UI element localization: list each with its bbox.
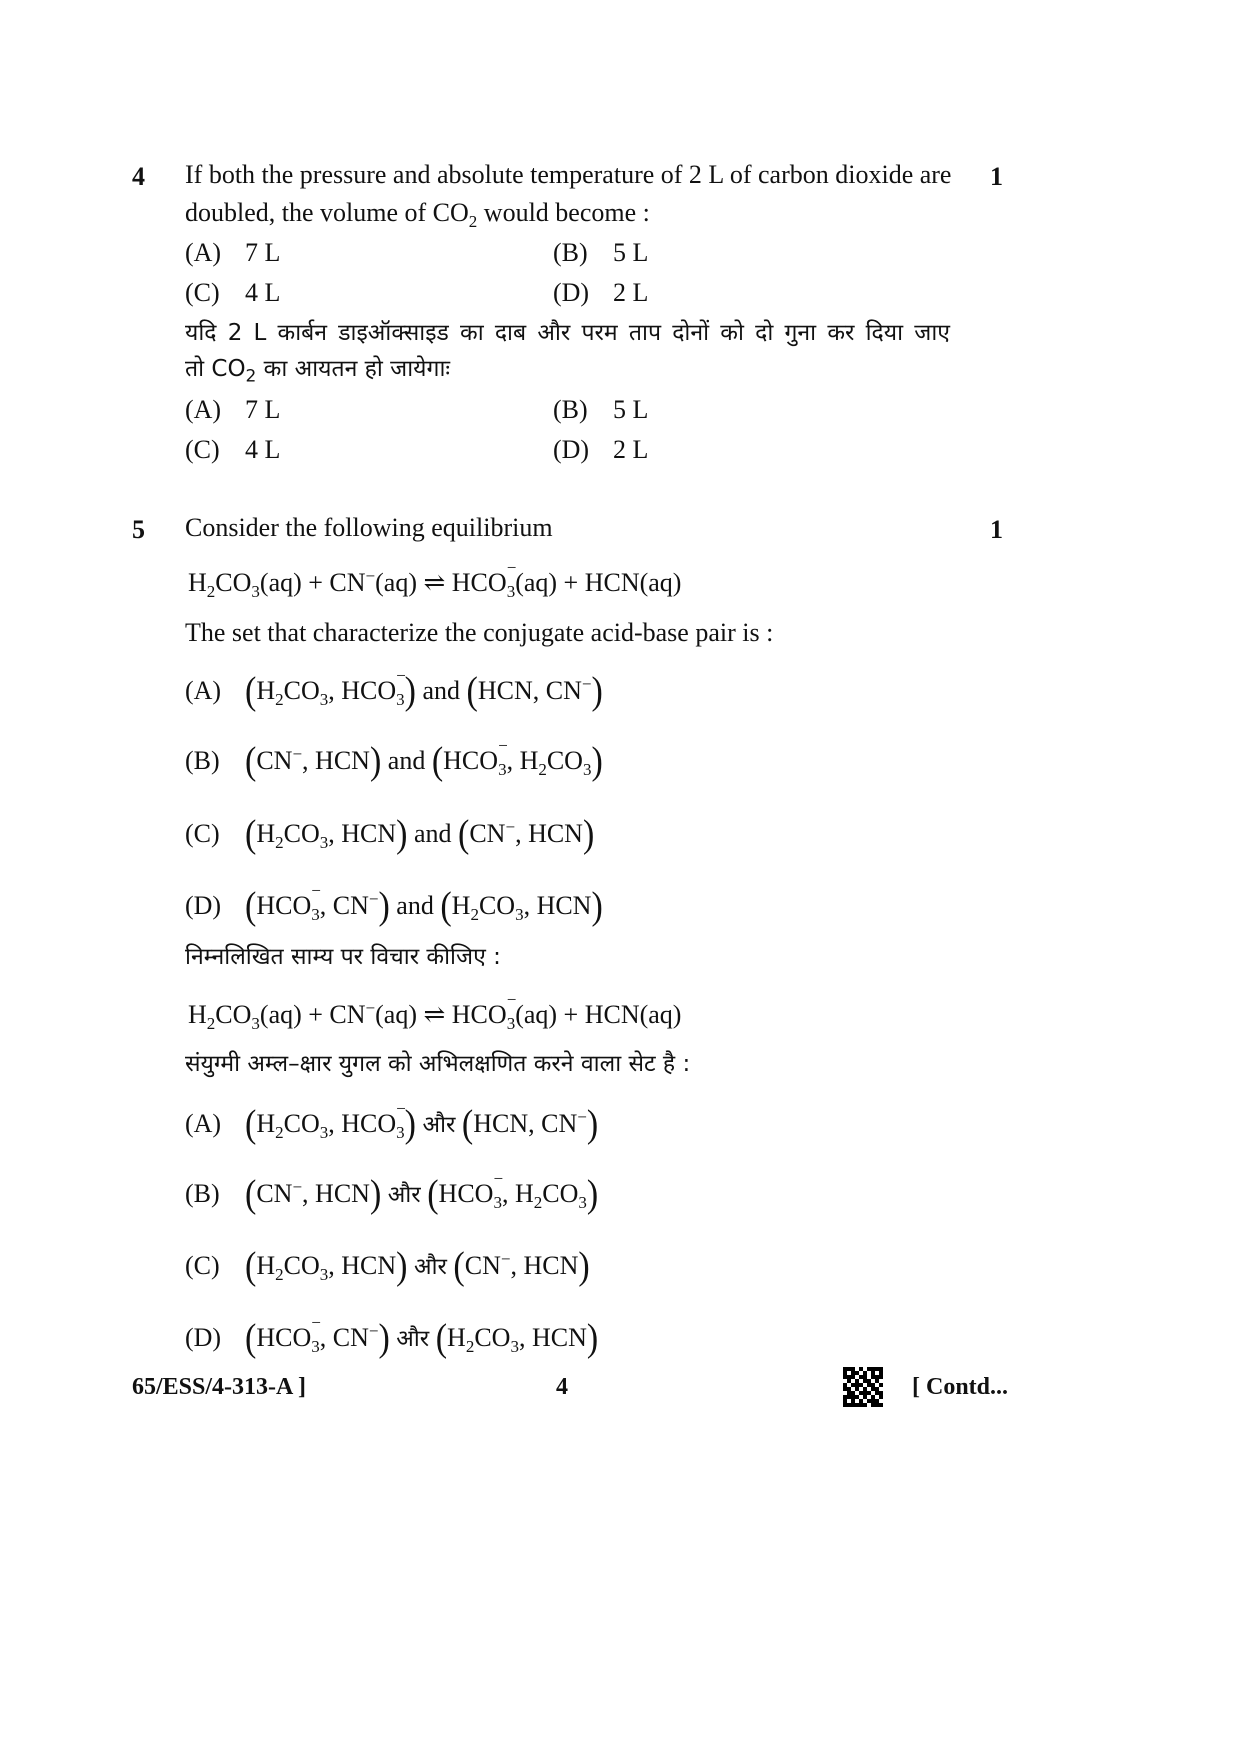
q5-option-d-hi: (D) (HCO − $_3$, CN−) और ($H_2CO_3$, HCN) xyxy=(185,1313,599,1360)
q5-number: 5 xyxy=(132,515,145,544)
footer-page-number: 4 xyxy=(556,1374,568,1400)
footer-contd: [ Contd... xyxy=(912,1374,1009,1400)
q5-option-b-hi: (B) (CN−, HCN) और (HCO − $_3$, $H_2CO_3$) xyxy=(185,1169,599,1216)
q5-question-en: The set that characterize the conjugate acid-base pair is : xyxy=(185,618,774,647)
and-word-hi: और xyxy=(413,1254,447,1280)
q4-text-hi-line2: तो $CO_2$ का आयतन हो जायेगाः xyxy=(185,356,451,387)
and-word: and xyxy=(422,676,461,705)
q5-intro-en: Consider the following equilibrium xyxy=(185,513,553,542)
q5-option-d-en: (D) (HCO − $_3$, CN−) and ($H_2CO_3$, HCN) xyxy=(185,881,603,928)
q5-option-c-hi: (C) ($H_2CO_3$, HCN) और (CN−, HCN) xyxy=(185,1245,590,1288)
footer-code: 65/ESS/4-313-A ] xyxy=(132,1374,307,1400)
and-word-hi: और xyxy=(387,1182,421,1208)
q4-option-b-en: (B) 5 L xyxy=(553,238,649,267)
q5-marks: 1 xyxy=(990,515,1003,544)
q5-equation-en: $H_2CO_3(aq) + CN^-(aq)$ ⇌ HCO − $_3$(aq) + HCN(aq) xyxy=(188,558,682,602)
q5-option-a-en: (A) ($H_2CO_3$, HCO − $_3$) and (HCN, CN−) xyxy=(185,666,603,713)
q5-option-b-en: (B) (CN−, HCN) and (HCO − $_3$, $H_2CO_3$) xyxy=(185,736,603,783)
q4-option-c-en: (C) 4 L xyxy=(185,278,281,307)
and-word: and xyxy=(413,819,452,848)
q5-equation-hi: $H_2CO_3(aq) + CN^-(aq)$ ⇌ HCO − $_3$(aq) + HCN(aq) xyxy=(188,990,682,1034)
and-word-hi: और xyxy=(396,1326,430,1352)
qr-code-icon xyxy=(843,1367,883,1407)
q4-text-hi-line1: यदि 2 L कार्बन डाइऑक्साइड का दाब और परम ताप दोनों को दो गुना कर दिया जाए xyxy=(185,320,950,346)
q4-number: 4 xyxy=(132,162,145,191)
q4-text-en-line1: If both the pressure and absolute temperature of 2 L of carbon dioxide are xyxy=(185,160,952,189)
q4-marks: 1 xyxy=(990,162,1003,191)
q4-option-d-hi: (D) 2 L xyxy=(553,435,649,464)
q4-option-a-en: (A) 7 L xyxy=(185,238,281,267)
q4-text-en-line2: doubled, the volume of $CO_2$ would become : xyxy=(185,198,650,232)
q4-option-b-hi: (B) 5 L xyxy=(553,395,649,424)
q4-option-c-hi: (C) 4 L xyxy=(185,435,281,464)
and-word: and xyxy=(396,891,434,920)
and-word-hi: और xyxy=(422,1112,456,1138)
q5-option-a-hi: (A) ($H_2CO_3$, HCO − $_3$) और (HCN, CN−) xyxy=(185,1099,599,1146)
q5-option-c-en: (C) ($H_2CO_3$, HCN) and (CN−, HCN) xyxy=(185,813,595,856)
q5-question-hi: संयुग्मी अम्ल–क्षार युगल को अभिलक्षणित करने वाला सेट है : xyxy=(185,1051,691,1077)
q4-option-d-en: (D) 2 L xyxy=(553,278,649,307)
and-word: and xyxy=(387,746,426,775)
q4-option-a-hi: (A) 7 L xyxy=(185,395,281,424)
q5-intro-hi: निम्नलिखित साम्य पर विचार कीजिए : xyxy=(185,944,501,970)
